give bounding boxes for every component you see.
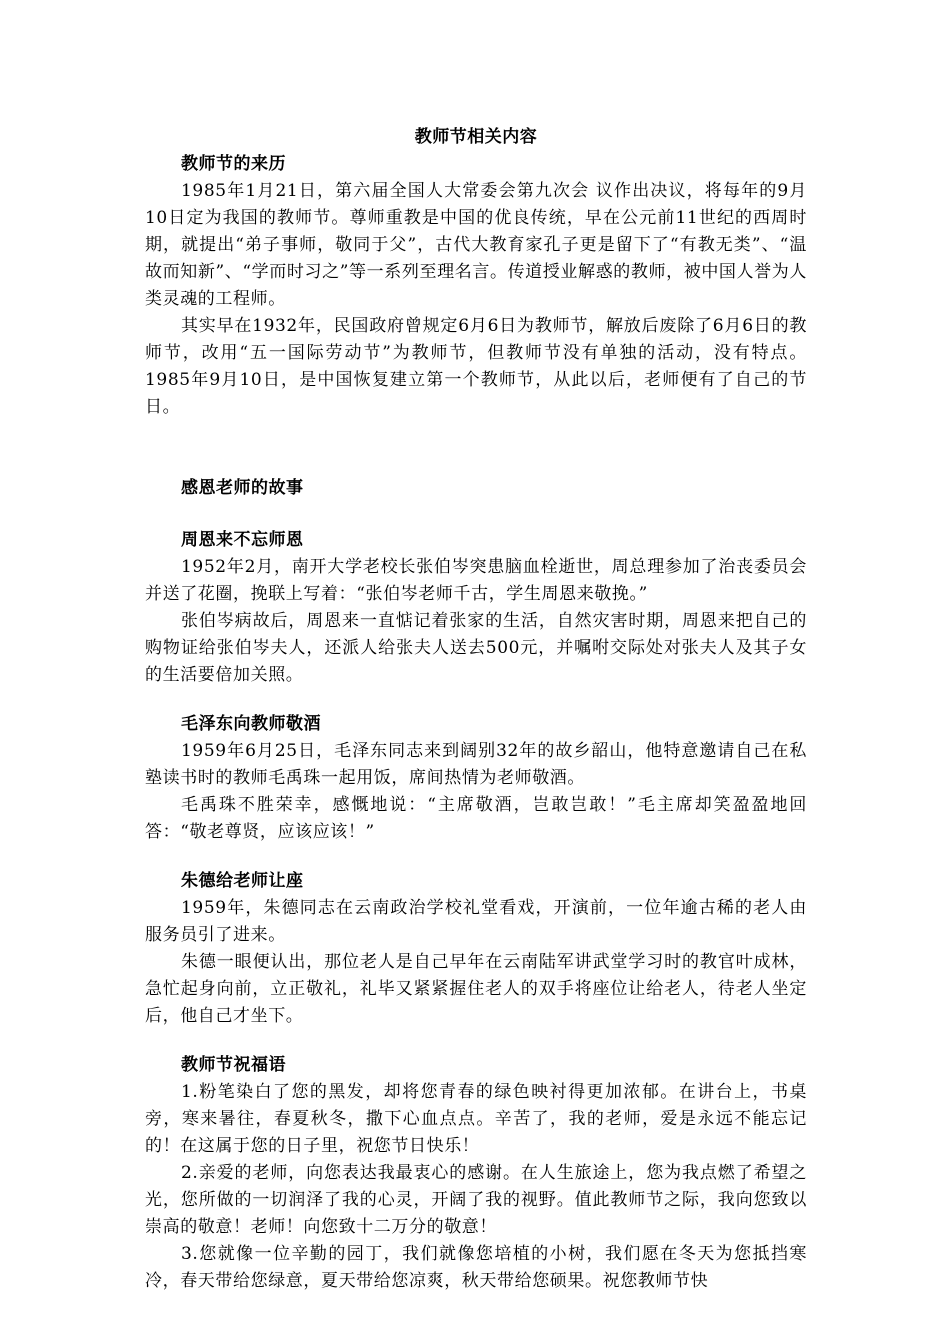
- story-mao: [145, 711, 807, 846]
- paragraph: 张伯岑病故后，周恩来一直惦记着张家的生活，自然灾害时期，周恩来把自己的购物证给张伯岑夫人，还派人给张夫人送去500元，并嘱咐交际处对张夫人及其子女的生活要倍加关照。: [145, 611, 807, 685]
- story-heading-zhu: 朱德给老师让座: [181, 871, 304, 891]
- paragraph: 其实早在1932年，民国政府曾规定6月6日为教师节，解放后废除了6月6日的教师节，改用“五一国际劳动节”为教师节，但教师节没有单独的活动，没有特点。1985年9月10日，是中国恢复建立第一个教师节，从此以后，老师便有了自己的节日。: [145, 316, 807, 417]
- paragraph: 毛禹珠不胜荣幸，感慨地说：“主席敬酒，岂敢岂敢！”毛主席却笑盈盈地回答：“敬老尊贤，应该应该！”: [145, 795, 807, 842]
- section-heading-wishes: 教师节祝福语: [181, 1055, 286, 1075]
- paragraph: 3.您就像一位辛勤的园丁，我们就像您培植的小树，我们愿在冬天为您抵挡寒冷，春天带给您绿意，夏天带给您凉爽，秋天带给您硕果。祝您教师节快: [145, 1244, 807, 1291]
- section-heading-stories: 感恩老师的故事: [181, 478, 304, 498]
- paragraph: 1.粉笔染白了您的黑发，却将您青春的绿色映衬得更加浓郁。在讲台上，书桌旁，寒来暑往，春夏秋冬，撒下心血点点。辛苦了，我的老师，爱是永远不能忘记的！在这属于您的日子里，祝您节日快乐！: [145, 1082, 807, 1156]
- story-heading-mao: 毛泽东向教师敬酒: [181, 714, 321, 734]
- section-origin: [145, 151, 807, 421]
- section-heading-origin: 教师节的来历: [181, 154, 286, 174]
- paragraph: 1959年，朱德同志在云南政治学校礼堂看戏，开演前，一位年逾古稀的老人由服务员引了进来。: [145, 898, 807, 945]
- section-wishes: [145, 1052, 807, 1295]
- spacer: [145, 502, 807, 527]
- spacer: [145, 1030, 807, 1052]
- spacer: [145, 421, 807, 475]
- paragraph: 2.亲爱的老师，向您表达我最衷心的感谢。在人生旅途上，您为我点燃了希望之光，您所做的一切润泽了我的心灵，开阔了我的视野。值此教师节之际，我向您致以崇高的敬意！老师！向您致十二万分的敬意！: [145, 1163, 807, 1237]
- spacer: [145, 846, 807, 868]
- paragraph: 1959年6月25日，毛泽东同志来到阔别32年的故乡韶山，他特意邀请自己在私塾读书时的教师毛禹珠一起用饭，席间热情为老师敬酒。: [145, 741, 807, 788]
- page-title: 教师节相关内容: [414, 127, 538, 147]
- story-zhou: [145, 527, 807, 689]
- story-heading-zhou: 周恩来不忘师恩: [181, 530, 304, 550]
- story-zhu: [145, 868, 807, 1030]
- document-body: [145, 124, 807, 1295]
- paragraph: 1952年2月，南开大学老校长张伯岑突患脑血栓逝世，周总理参加了治丧委员会并送了花圈，挽联上写着：“张伯岑老师千古，学生周恩来敬挽。”: [145, 557, 807, 604]
- paragraph: 1985年1月21日，第六届全国人大常委会第九次会 议作出决议，将每年的9月10日定为我国的教师节。尊师重教是中国的优良传统，早在公元前11世纪的西周时期，就提出“弟子事师，敬同于父”，古代大教育家孔子更是留下了“有教无类”、“温故而知新”、“学而时习之”等一系列至理名言。传道授业解惑的教师，被中国人誉为人类灵魂的工程师。: [145, 181, 807, 309]
- spacer: [145, 689, 807, 711]
- paragraph: 朱德一眼便认出，那位老人是自己早年在云南陆军讲武堂学习时的教官叶成林，急忙起身向前，立正敬礼，礼毕又紧紧握住老人的双手将座位让给老人，待老人坐定后，他自己才坐下。: [145, 952, 807, 1026]
